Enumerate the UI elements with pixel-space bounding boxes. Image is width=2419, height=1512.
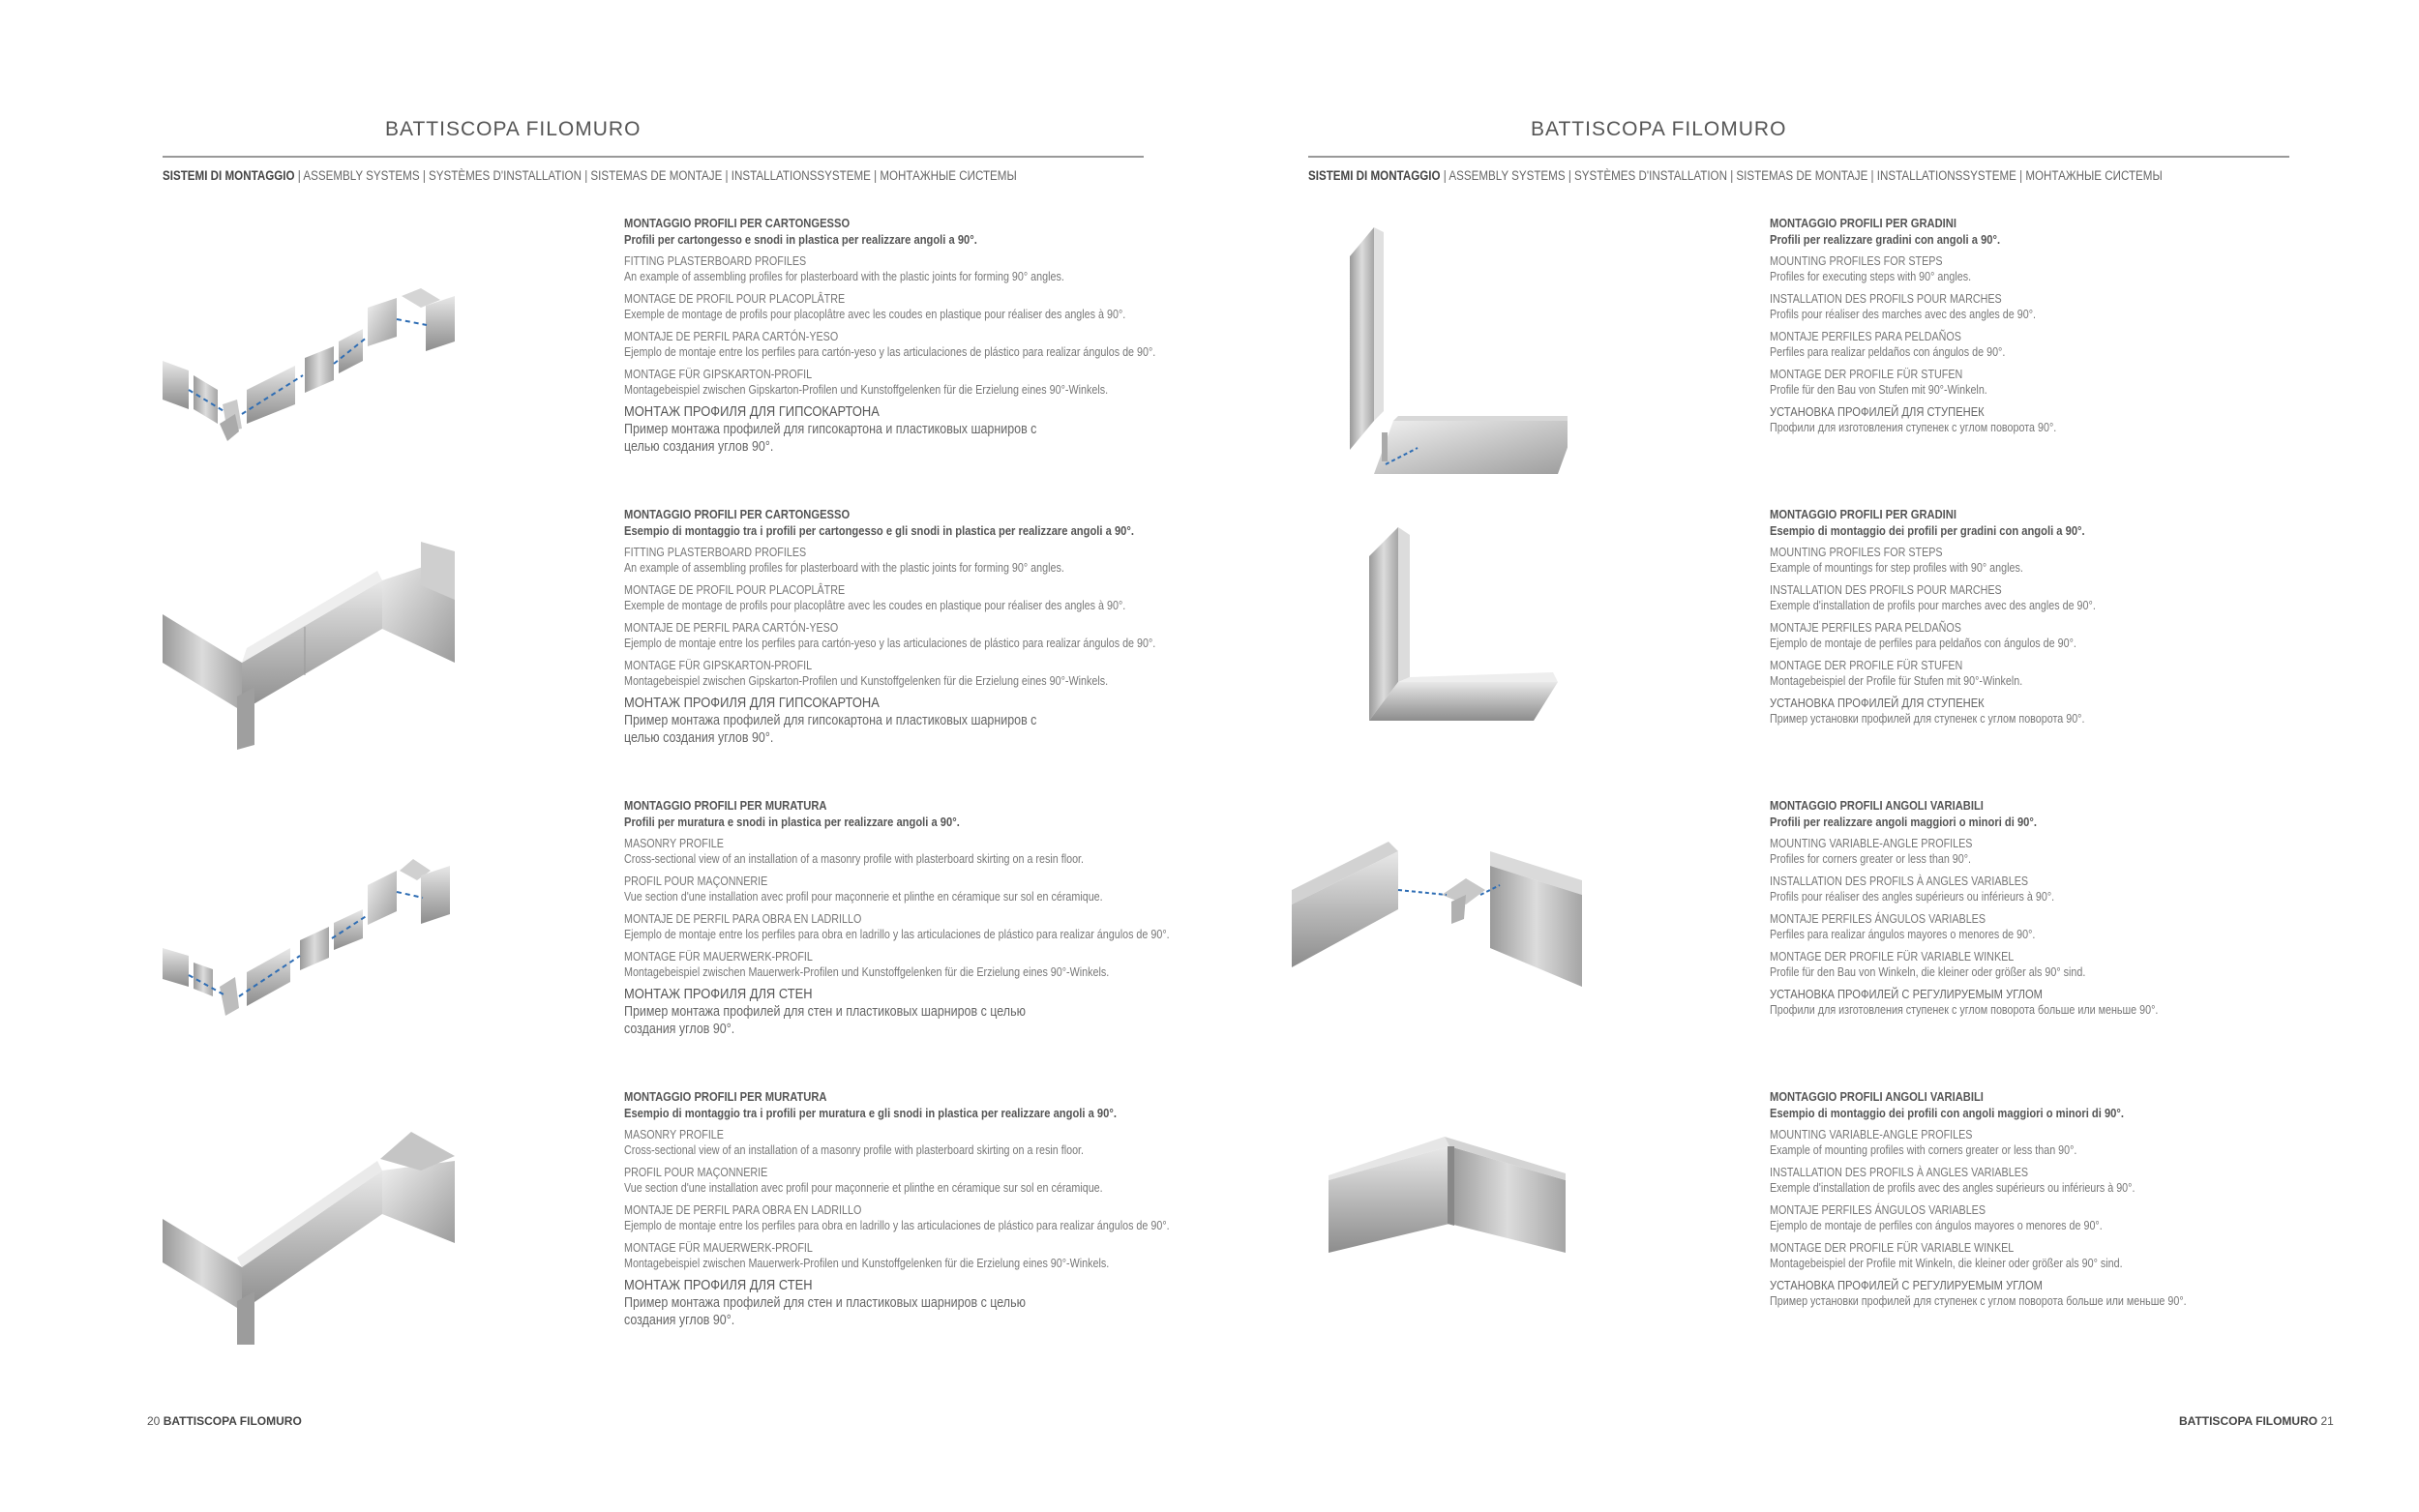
header-rule bbox=[1308, 156, 2289, 158]
es-desc: Ejemplo de montaje de perfiles para peldaños con ángulos de 90°. bbox=[1770, 637, 2076, 650]
steps-assembled-illustration bbox=[1359, 527, 1582, 740]
entry-heading: MONTAGGIO PROFILI PER MURATURA bbox=[624, 798, 827, 813]
de-desc: Montagebeispiel zwischen Gipskarton-Profilen und Kunstoffgelenken für die Erzielung eines 90°-Winkels. bbox=[624, 383, 1109, 397]
fr-desc: Profils pour réaliser des angles supérieurs ou inférieurs à 90°. bbox=[1770, 890, 2055, 904]
entry-subheading: Profili per muratura e snodi in plastica per realizzare angoli a 90°. bbox=[624, 815, 960, 829]
fr-label: INSTALLATION DES PROFILS À ANGLES VARIABLES bbox=[1770, 875, 2029, 888]
es-label: MONTAJE DE PERFIL PARA CARTÓN-YESO bbox=[624, 330, 839, 343]
de-label: MONTAGE FÜR MAUERWERK-PROFIL bbox=[624, 950, 813, 964]
entry-heading: MONTAGGIO PROFILI PER GRADINI bbox=[1770, 216, 1956, 230]
entry-heading: MONTAGGIO PROFILI ANGOLI VARIABILI bbox=[1770, 1089, 1984, 1104]
page-number: 21 bbox=[2320, 1414, 2334, 1428]
ru-desc: Пример установки профилей для ступенек с углом поворота больше или меньше 90°. bbox=[1770, 1294, 2187, 1308]
masonry-exploded-illustration bbox=[160, 842, 469, 1035]
entry-subheading: Esempio di montaggio tra i profili per muratura e gli snodi in plastica per realizzare angoli a 90°. bbox=[624, 1106, 1117, 1120]
variable-angle-exploded-illustration bbox=[1292, 842, 1601, 996]
fr-desc: Vue section d'une installation avec profil pour maçonnerie et plinthe en céramique sur sol en céramique. bbox=[624, 1181, 1103, 1195]
fr-desc: Profils pour réaliser des marches avec des angles de 90°. bbox=[1770, 308, 2036, 321]
es-desc: Ejemplo de montaje de perfiles con ángulos mayores o menores de 90°. bbox=[1770, 1219, 2103, 1232]
es-label: MONTAJE DE PERFIL PARA OBRA EN LADRILLO bbox=[624, 1203, 862, 1217]
fr-label: PROFIL POUR MAÇONNERIE bbox=[624, 1166, 768, 1179]
section-breadcrumb bbox=[1308, 168, 2163, 183]
ru-label: МОНТАЖ ПРОФИЛЯ ДЛЯ ГИПСОКАРТОНА bbox=[624, 695, 880, 711]
en-label: FITTING PLASTERBOARD PROFILES bbox=[624, 254, 807, 268]
ru-label: УСТАНОВКА ПРОФИЛЕЙ ДЛЯ СТУПЕНЕК bbox=[1770, 404, 1985, 419]
fr-label: MONTAGE DE PROFIL POUR PLACOPLÂTRE bbox=[624, 583, 846, 597]
ru-label: МОНТАЖ ПРОФИЛЯ ДЛЯ СТЕН bbox=[624, 1277, 813, 1293]
en-desc: An example of assembling profiles for plasterboard with the plastic joints for forming 90° angles. bbox=[624, 561, 1064, 575]
es-label: MONTAJE PERFILES PARA PELDAÑOS bbox=[1770, 621, 1961, 635]
de-label: MONTAGE DER PROFILE FÜR VARIABLE WINKEL bbox=[1770, 1241, 2015, 1255]
entry-subheading: Profili per realizzare angoli maggiori o minori di 90°. bbox=[1770, 815, 2037, 829]
ru-label: МОНТАЖ ПРОФИЛЯ ДЛЯ СТЕН bbox=[624, 986, 813, 1002]
fr-desc: Exemple d'installation de profils pour marches avec des angles de 90°. bbox=[1770, 599, 2096, 612]
en-label: MOUNTING PROFILES FOR STEPS bbox=[1770, 546, 1943, 559]
entry-plasterboard-1 bbox=[624, 215, 1176, 456]
es-desc: Ejemplo de montaje entre los perfiles para obra en ladrillo y las articulaciones de plástico para realizar ángulos de 90°. bbox=[624, 1219, 1170, 1232]
de-label: MONTAGE DER PROFILE FÜR VARIABLE WINKEL bbox=[1770, 950, 2015, 964]
de-label: MONTAGE DER PROFILE FÜR STUFEN bbox=[1770, 659, 1963, 672]
fr-desc: Exemple de montage de profils pour placoplâtre avec les coudes en plastique pour réaliser des angles à 90°. bbox=[624, 308, 1126, 321]
entry-plasterboard-2 bbox=[624, 506, 1176, 747]
section-title: SISTEMI DI MONTAGGIO bbox=[163, 168, 295, 183]
ru-desc: Профили для изготовления ступенек с углом поворота 90°. bbox=[1770, 421, 2057, 434]
fr-label: INSTALLATION DES PROFILS POUR MARCHES bbox=[1770, 292, 2002, 306]
fr-label: INSTALLATION DES PROFILS À ANGLES VARIABLES bbox=[1770, 1166, 2029, 1179]
entry-steps-1 bbox=[1770, 215, 2321, 436]
de-label: MONTAGE FÜR GIPSKARTON-PROFIL bbox=[624, 368, 813, 381]
entry-steps-2 bbox=[1770, 506, 2321, 727]
es-desc: Ejemplo de montaje entre los perfiles para cartón-yeso y las articulaciones de plástico para realizar ángulos de 90°. bbox=[624, 637, 1156, 650]
entry-heading: MONTAGGIO PROFILI PER CARTONGESSO bbox=[624, 507, 851, 521]
ru-label: УСТАНОВКА ПРОФИЛЕЙ С РЕГУЛИРУЕМЫМ УГЛОМ bbox=[1770, 987, 2043, 1001]
ru-desc: Профили для изготовления ступенек с углом поворота больше или меньше 90°. bbox=[1770, 1003, 2159, 1017]
ru-desc: Пример установки профилей для ступенек с углом поворота 90°. bbox=[1770, 712, 2085, 726]
de-label: MONTAGE DER PROFILE FÜR STUFEN bbox=[1770, 368, 1963, 381]
de-desc: Montagebeispiel zwischen Gipskarton-Profilen und Kunstoffgelenken für die Erzielung eines 90°-Winkels. bbox=[624, 674, 1109, 688]
footer-label: BATTISCOPA FILOMURO bbox=[163, 1414, 302, 1428]
en-desc: Example of mountings for step profiles with 90° angles. bbox=[1770, 561, 2023, 575]
de-label: MONTAGE FÜR GIPSKARTON-PROFIL bbox=[624, 659, 813, 672]
page-footer bbox=[2179, 1414, 2334, 1428]
en-label: FITTING PLASTERBOARD PROFILES bbox=[624, 546, 807, 559]
entry-masonry-1 bbox=[624, 797, 1176, 1038]
en-desc: Profiles for executing steps with 90° angles. bbox=[1770, 270, 1972, 283]
entry-subheading: Esempio di montaggio dei profili con angoli maggiori o minori di 90°. bbox=[1770, 1106, 2124, 1120]
en-desc: Cross-sectional view of an installation of a masonry profile with plasterboard skirting on a resin floor. bbox=[624, 852, 1085, 866]
en-desc: Cross-sectional view of an installation of a masonry profile with plasterboard skirting on a resin floor. bbox=[624, 1143, 1085, 1157]
page-title: BATTISCOPA FILOMURO bbox=[1531, 118, 1787, 140]
de-desc: Montagebeispiel der Profile mit Winkeln, die kleiner oder größer als 90° sind. bbox=[1770, 1257, 2123, 1270]
entry-variable-angle-2 bbox=[1770, 1088, 2321, 1310]
page-title: BATTISCOPA FILOMURO bbox=[385, 118, 642, 140]
plasterboard-assembled-illustration bbox=[160, 542, 469, 755]
entry-heading: MONTAGGIO PROFILI PER CARTONGESSO bbox=[624, 216, 851, 230]
en-label: MOUNTING PROFILES FOR STEPS bbox=[1770, 254, 1943, 268]
de-label: MONTAGE FÜR MAUERWERK-PROFIL bbox=[624, 1241, 813, 1255]
fr-desc: Exemple de montage de profils pour placoplâtre avec les coudes en plastique pour réaliser des angles à 90°. bbox=[624, 599, 1126, 612]
entry-subheading: Profili per realizzare gradini con angoli a 90°. bbox=[1770, 232, 2001, 247]
section-breadcrumb bbox=[163, 168, 1017, 183]
masonry-assembled-illustration bbox=[160, 1132, 469, 1345]
es-label: MONTAJE DE PERFIL PARA CARTÓN-YESO bbox=[624, 621, 839, 635]
ru-label: УСТАНОВКА ПРОФИЛЕЙ ДЛЯ СТУПЕНЕК bbox=[1770, 696, 1985, 710]
entry-subheading: Profili per cartongesso e snodi in plastica per realizzare angoli a 90°. bbox=[624, 232, 977, 247]
ru-desc: Пример монтажа профилей для стен и пластиковых шарниров с целью создания углов 90°. bbox=[624, 1004, 1026, 1037]
es-desc: Perfiles para realizar peldaños con ángulos de 90°. bbox=[1770, 345, 2006, 359]
de-desc: Montagebeispiel der Profile für Stufen mit 90°-Winkeln. bbox=[1770, 674, 2023, 688]
entry-subheading: Esempio di montaggio dei profili per gradini con angoli a 90°. bbox=[1770, 523, 2085, 538]
entry-variable-angle-1 bbox=[1770, 797, 2321, 1019]
section-title: SISTEMI DI MONTAGGIO bbox=[1308, 168, 1441, 183]
ru-desc: Пример монтажа профилей для гипсокартона и пластиковых шарниров с целью создания углов 90°. bbox=[624, 422, 1037, 455]
en-label: MOUNTING VARIABLE-ANGLE PROFILES bbox=[1770, 1128, 1973, 1141]
page-footer bbox=[147, 1414, 302, 1428]
plasterboard-exploded-illustration bbox=[160, 269, 469, 462]
right-page bbox=[1210, 0, 2419, 1512]
steps-exploded-illustration bbox=[1345, 227, 1568, 479]
es-label: MONTAJE PERFILES ÁNGULOS VARIABLES bbox=[1770, 1203, 1986, 1217]
footer-label: BATTISCOPA FILOMURO bbox=[2179, 1414, 2318, 1428]
ru-desc: Пример монтажа профилей для стен и пластиковых шарниров с целью создания углов 90°. bbox=[624, 1295, 1026, 1328]
section-languages: | ASSEMBLY SYSTEMS | SYSTÈMES D'INSTALLATION | SISTEMAS DE MONTAJE | INSTALLATIONSSYSTEME | МОНТАЖНЫЕ СИСТЕМЫ bbox=[294, 168, 1017, 183]
ru-desc: Пример монтажа профилей для гипсокартона и пластиковых шарниров с целью создания углов 90°. bbox=[624, 713, 1037, 746]
de-desc: Profile für den Bau von Stufen mit 90°-Winkeln. bbox=[1770, 383, 1987, 397]
page-number: 20 bbox=[147, 1414, 161, 1428]
ru-label: УСТАНОВКА ПРОФИЛЕЙ С РЕГУЛИРУЕМЫМ УГЛОМ bbox=[1770, 1278, 2043, 1292]
entry-heading: MONTAGGIO PROFILI ANGOLI VARIABILI bbox=[1770, 798, 1984, 813]
es-desc: Ejemplo de montaje entre los perfiles para obra en ladrillo y las articulaciones de plástico para realizar ángulos de 90°. bbox=[624, 928, 1170, 941]
de-desc: Profile für den Bau von Winkeln, die kleiner oder größer als 90° sind. bbox=[1770, 965, 2086, 979]
variable-angle-assembled-illustration bbox=[1324, 1137, 1575, 1282]
fr-desc: Exemple d'installation de profils avec des angles supérieurs ou inférieurs à 90°. bbox=[1770, 1181, 2135, 1195]
en-desc: Profiles for corners greater or less than 90°. bbox=[1770, 852, 1972, 866]
entry-subheading: Esempio di montaggio tra i profili per cartongesso e gli snodi in plastica per realizzare angoli a 90°. bbox=[624, 523, 1134, 538]
ru-label: МОНТАЖ ПРОФИЛЯ ДЛЯ ГИПСОКАРТОНА bbox=[624, 403, 880, 420]
en-desc: An example of assembling profiles for plasterboard with the plastic joints for forming 90° angles. bbox=[624, 270, 1064, 283]
es-label: MONTAJE PERFILES PARA PELDAÑOS bbox=[1770, 330, 1961, 343]
en-desc: Example of mounting profiles with corners greater or less than 90°. bbox=[1770, 1143, 2077, 1157]
es-label: MONTAJE DE PERFIL PARA OBRA EN LADRILLO bbox=[624, 912, 862, 926]
en-label: MASONRY PROFILE bbox=[624, 837, 724, 850]
header-rule bbox=[163, 156, 1144, 158]
section-languages: | ASSEMBLY SYSTEMS | SYSTÈMES D'INSTALLATION | SISTEMAS DE MONTAJE | INSTALLATIONSSYSTEME | МОНТАЖНЫЕ СИСТЕМЫ bbox=[1440, 168, 2163, 183]
entry-heading: MONTAGGIO PROFILI PER MURATURA bbox=[624, 1089, 827, 1104]
es-desc: Perfiles para realizar ángulos mayores o menores de 90°. bbox=[1770, 928, 2036, 941]
es-label: MONTAJE PERFILES ÁNGULOS VARIABLES bbox=[1770, 912, 1986, 926]
fr-label: INSTALLATION DES PROFILS POUR MARCHES bbox=[1770, 583, 2002, 597]
de-desc: Montagebeispiel zwischen Mauerwerk-Profilen und Kunstoffgelenken für die Erzielung eines 90°-Winkels. bbox=[624, 1257, 1110, 1270]
fr-label: PROFIL POUR MAÇONNERIE bbox=[624, 875, 768, 888]
entry-masonry-2 bbox=[624, 1088, 1176, 1329]
de-desc: Montagebeispiel zwischen Mauerwerk-Profilen und Kunstoffgelenken für die Erzielung eines 90°-Winkels. bbox=[624, 965, 1110, 979]
fr-desc: Vue section d'une installation avec profil pour maçonnerie et plinthe en céramique sur sol en céramique. bbox=[624, 890, 1103, 904]
es-desc: Ejemplo de montaje entre los perfiles para cartón-yeso y las articulaciones de plástico para realizar ángulos de 90°. bbox=[624, 345, 1156, 359]
en-label: MASONRY PROFILE bbox=[624, 1128, 724, 1141]
entry-heading: MONTAGGIO PROFILI PER GRADINI bbox=[1770, 507, 1956, 521]
en-label: MOUNTING VARIABLE-ANGLE PROFILES bbox=[1770, 837, 1973, 850]
fr-label: MONTAGE DE PROFIL POUR PLACOPLÂTRE bbox=[624, 292, 846, 306]
